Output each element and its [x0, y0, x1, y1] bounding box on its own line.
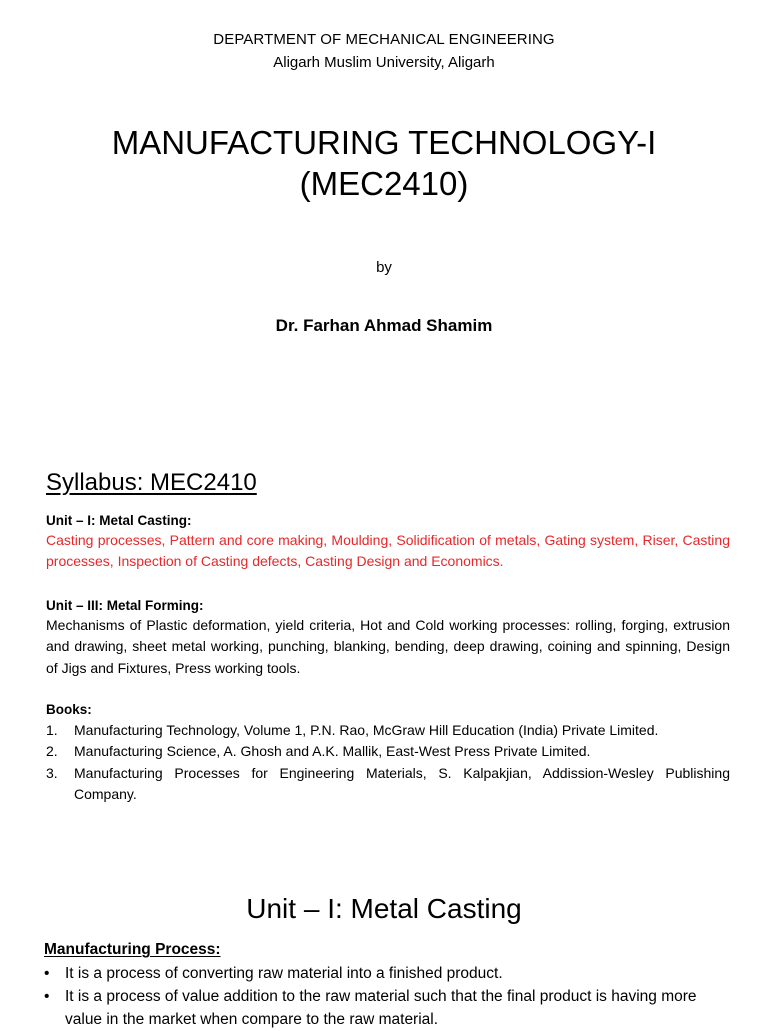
unit3-heading: Unit – III: Metal Forming: [46, 598, 204, 613]
unit3-text: Mechanisms of Plastic deformation, yield criteria, Hot and Cold working processes: rolling, forging, extrusion and drawing, sheet metal working, punching, blanking, bending, deep drawing, coining and spinning, Design of Jigs and Fixtures, Press working tools. [46, 617, 730, 676]
course-code: (MEC2410) [299, 165, 469, 202]
course-title: MANUFACTURING TECHNOLOGY-I [111, 124, 657, 161]
bullet-icon: • [44, 988, 50, 1005]
bullet-text: It is a process of converting raw material into a finished product. [65, 965, 503, 982]
unit-slide-title: Unit – I: Metal Casting [246, 893, 522, 924]
list-item [46, 741, 730, 762]
unit1-text: Casting processes, Pattern and core making, Moulding, Solidification of metals, Gating system, Riser, Casting processes, Inspection of Casting defects, Casting Design and Economics. [46, 532, 730, 570]
bullet-text: It is a process of value addition to the raw material such that the final product is having more value in the market when compare to the raw material. [65, 988, 697, 1028]
by-label: by [376, 259, 392, 276]
books-list [46, 720, 730, 805]
list-item [46, 763, 730, 806]
unit1-heading: Unit – I: Metal Casting: [46, 513, 192, 528]
book-number: 1. [46, 722, 58, 738]
department-name: DEPARTMENT OF MECHANICAL ENGINEERING [213, 31, 555, 48]
book-text: Manufacturing Technology, Volume 1, P.N. Rao, McGraw Hill Education (India) Private Limited. [74, 722, 659, 738]
list-item [46, 720, 730, 741]
list-item [44, 985, 734, 1031]
book-number: 2. [46, 743, 58, 760]
list-item [44, 962, 734, 985]
book-text: Manufacturing Processes for Engineering Materials, S. Kalpakjian, Addission-Wesley Publishing Company. [74, 764, 730, 802]
author-name: Dr. Farhan Ahmad Shamim [275, 316, 493, 335]
book-number: 3. [46, 764, 58, 781]
books-heading: Books: [46, 702, 92, 717]
syllabus-title: Syllabus: MEC2410 [46, 469, 257, 496]
book-text: Manufacturing Science, A. Ghosh and A.K. Mallik, East-West Press Private Limited. [74, 743, 591, 760]
bullet-icon: • [44, 965, 50, 982]
university-name: Aligarh Muslim University, Aligarh [273, 54, 495, 71]
manufacturing-process-heading: Manufacturing Process: [44, 941, 221, 958]
process-bullets [44, 962, 734, 1031]
